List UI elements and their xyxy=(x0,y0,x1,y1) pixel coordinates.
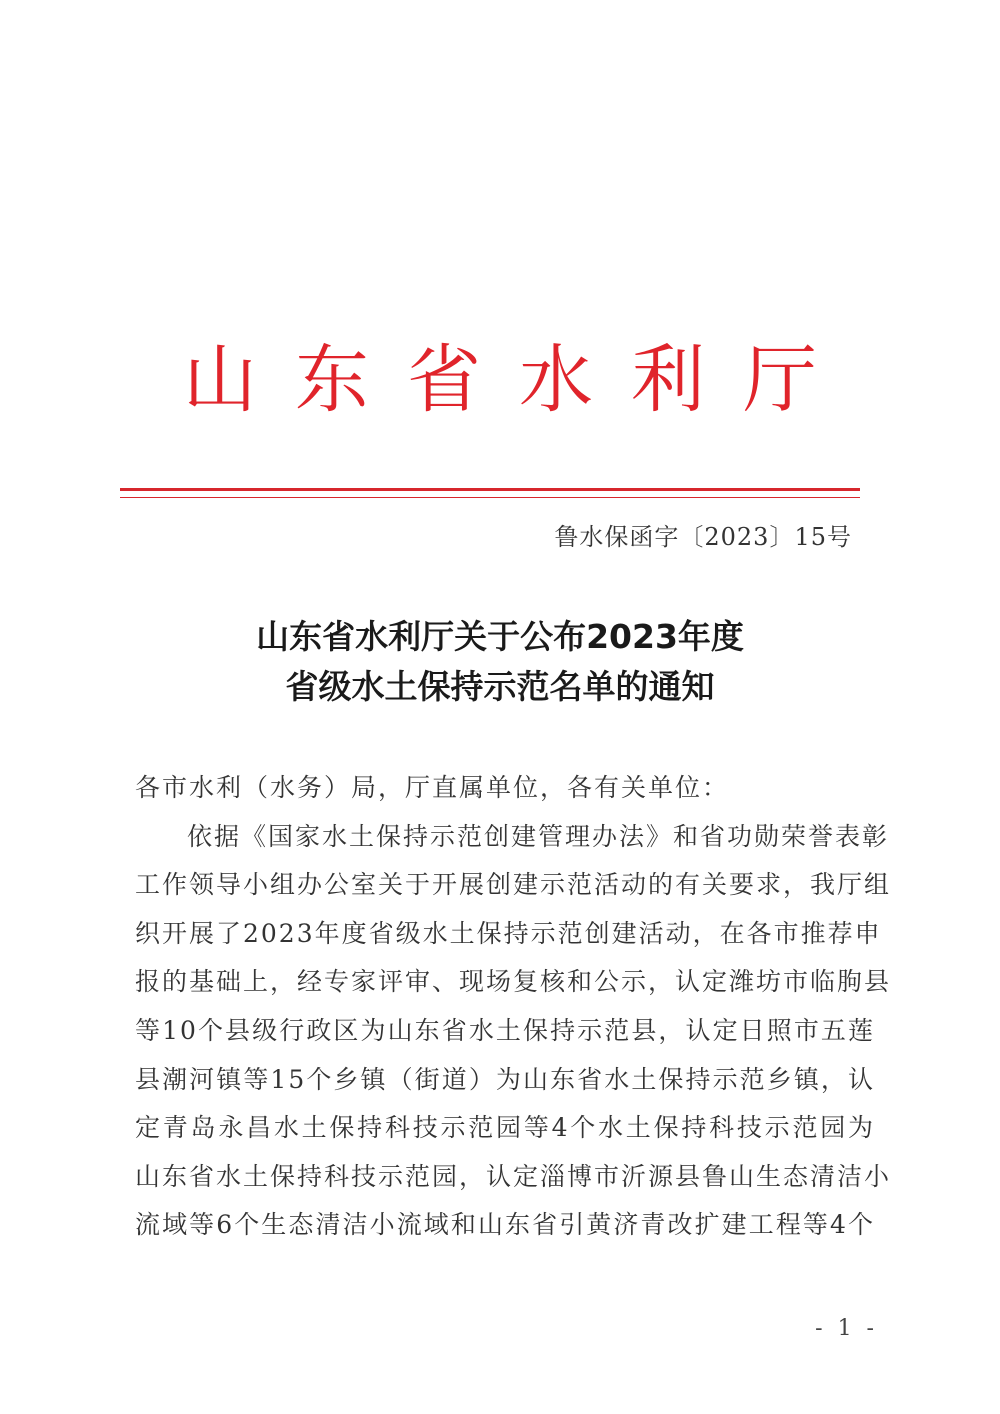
salutation: 各市水利（水务）局，厅直属单位，各有关单位： xyxy=(135,773,730,802)
paragraph-line: 县潮河镇等15个乡镇（街道）为山东省水土保持示范乡镇，认 xyxy=(135,1064,875,1094)
paragraph-line: 等10个县级行政区为山东省水土保持示范县，认定日照市五莲 xyxy=(135,1015,875,1045)
paragraph-line: 流域等6个生态清洁小流域和山东省引黄济青改扩建工程等4个 xyxy=(135,1210,875,1240)
paragraph-line: 工作领导小组办公室关于开展创建示范活动的有关要求，我厅组 xyxy=(135,870,892,900)
letterhead-red-rule-thick xyxy=(120,488,860,491)
paragraph-line: 定青岛永昌水土保持科技示范园等4个水土保持科技示范园为 xyxy=(135,1113,875,1143)
document-body xyxy=(135,764,892,1250)
document-number: 鲁水保函字〔2023〕15号 xyxy=(554,523,852,551)
page-number: - 1 - xyxy=(815,1316,878,1341)
document-title-line-2: 省级水土保持示范名单的通知 xyxy=(285,667,715,706)
document-title xyxy=(0,612,1000,712)
document-title-line-1: 山东省水利厅关于公布2023年度 xyxy=(256,617,744,656)
paragraph-line: 织开展了2023年度省级水土保持示范创建活动，在各市推荐申 xyxy=(135,918,882,948)
body-paragraph xyxy=(135,813,892,1250)
paragraph-line: 山东省水土保持科技示范园，认定淄博市沂源县鲁山生态清洁小 xyxy=(135,1161,892,1191)
paragraph-line: 报的基础上，经专家评审、现场复核和公示，认定潍坊市临朐县 xyxy=(135,967,892,997)
paragraph-line: 依据《国家水土保持示范创建管理办法》和省功勋荣誉表彰 xyxy=(187,821,890,851)
letterhead-org-name: 山东省水利厅 xyxy=(183,337,855,423)
letterhead-red-rule-thin xyxy=(120,497,860,498)
